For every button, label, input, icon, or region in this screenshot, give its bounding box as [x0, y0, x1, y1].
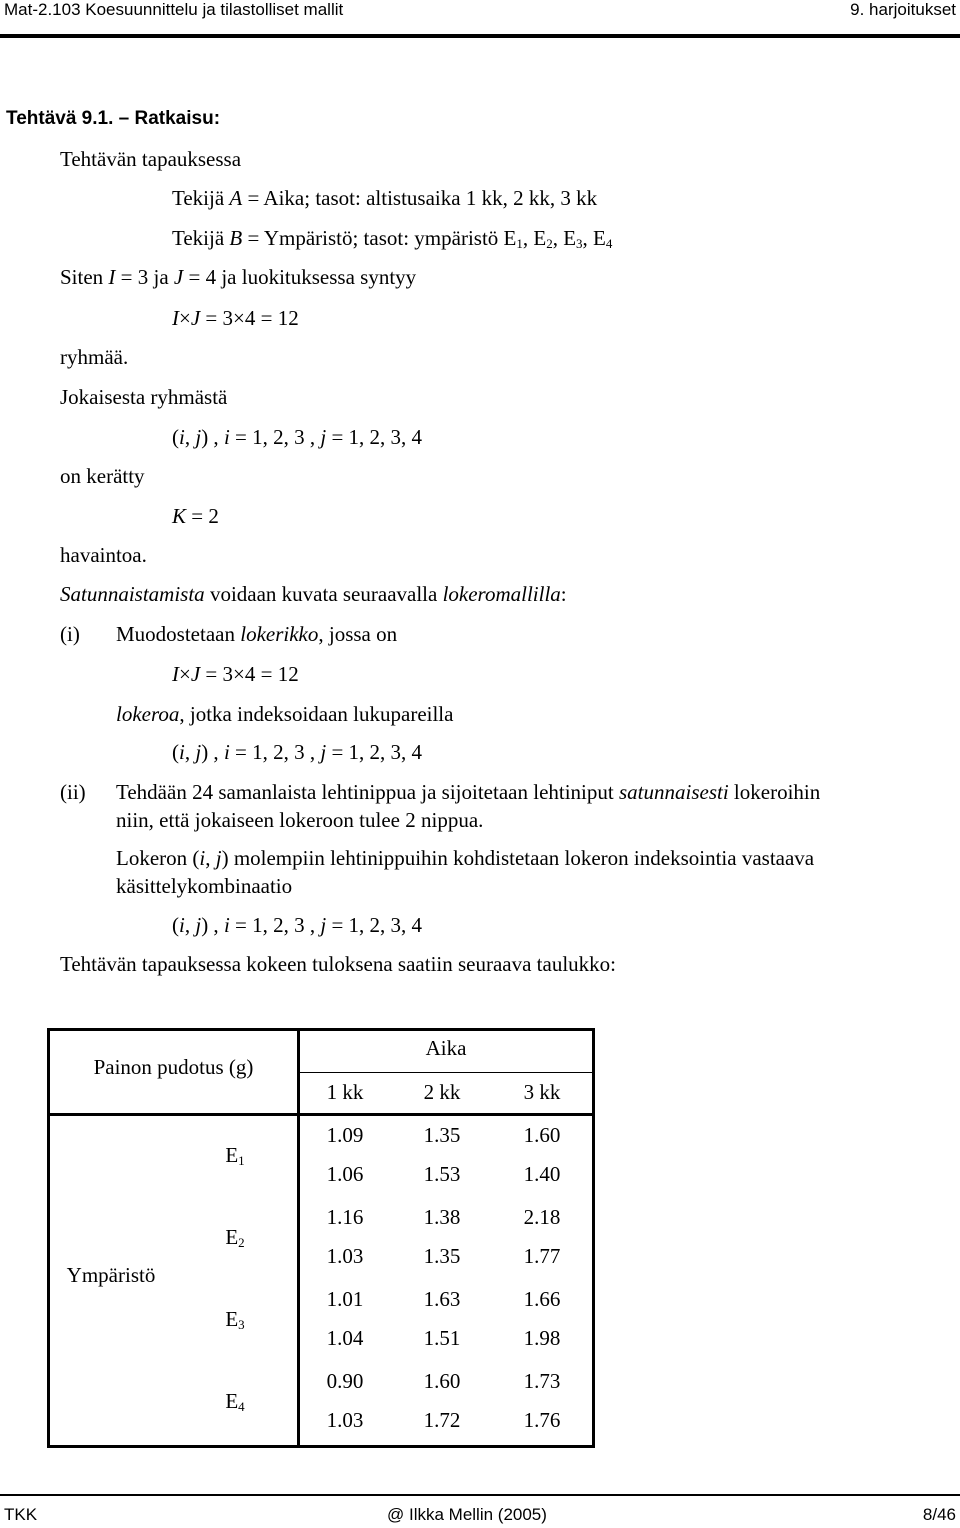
step2-lokeron-line2: käsittelykombinaatio [116, 874, 293, 898]
row-label-e4: $E_4$ [225, 1389, 245, 1414]
havaintoa-text: havaintoa. [60, 543, 147, 567]
step2-lokeron-line1: Lokeron (i, j) molempiin lehtinippuihin kohdistetaan lokeron indeksointia vastaava [116, 846, 815, 870]
table-cell: 1.35 [423, 1244, 461, 1268]
table-cell: 1.63 [423, 1287, 461, 1311]
table-cell: 1.40 [523, 1162, 561, 1186]
step2-text-line2: niin, että jokaiseen lokeroon tulee 2 nippua. [116, 808, 484, 832]
course-title: Mat-2.103 Koesuunnittelu ja tilastolliset mallit [4, 0, 344, 19]
step2-text: Tehdään 24 samanlaista lehtinippua ja sijoitetaan lehtiniput satunnaisesti lokeroihin [116, 780, 821, 804]
footer-author: @ Ilkka Mellin (2005) [387, 1505, 547, 1524]
footer-rule [0, 1494, 960, 1496]
col-header-3kk: 3 kk [523, 1080, 561, 1104]
page-number: 8/46 [922, 1505, 956, 1524]
index-formula: (i, j) , i = 1, 2, 3 , j = 1, 2, 3, 4 [172, 425, 423, 449]
step1-lokeroa-text: lokeroa, jotka indeksoidaan lukupareilla [116, 702, 454, 726]
step2-index-formula: (i, j) , i = 1, 2, 3 , j = 1, 2, 3, 4 [172, 913, 423, 937]
table-cell: 1.66 [523, 1287, 561, 1311]
table-cell: 1.51 [423, 1326, 461, 1350]
table-cell: 1.60 [523, 1123, 561, 1147]
ij-formula: I×J = 3×4 = 12 [172, 306, 299, 330]
factor-a-line: Tekijä A = Aika; tasot: altistusaika 1 kk, 2 kk, 3 kk [172, 186, 598, 210]
table-column-separator [297, 1028, 300, 1448]
table-cell: 1.38 [423, 1205, 461, 1229]
satunnaistaminen-line: Satunnaistamista voidaan kuvata seuraavalla lokeromallilla: [60, 582, 567, 606]
on-keratty-text: on kerätty [60, 464, 145, 488]
table-cell: 1.35 [423, 1123, 461, 1147]
col-header-2kk: 2 kk [423, 1080, 461, 1104]
table-cell: 1.03 [326, 1408, 364, 1432]
table-corner-label: Painon pudotus (g) [93, 1055, 254, 1079]
siten-line: Siten I = 3 ja J = 4 ja luokituksessa syntyy [60, 265, 417, 289]
table-bottom-border [47, 1445, 595, 1448]
table-left-border [47, 1028, 50, 1448]
header-rule [0, 34, 960, 38]
step1-text: Muodostetaan lokerikko, jossa on [116, 622, 398, 646]
row-group-label: Ympäristö [66, 1263, 156, 1287]
exercise-label: 9. harjoitukset [850, 0, 956, 19]
table-top-border [47, 1028, 595, 1031]
intro-text: Tehtävän tapauksessa [60, 147, 242, 171]
table-cell: 1.53 [423, 1162, 461, 1186]
table-cell: 1.76 [523, 1408, 561, 1432]
table-cell: 1.16 [326, 1205, 364, 1229]
step1-formula: I×J = 3×4 = 12 [172, 662, 299, 686]
table-cell: 1.01 [326, 1287, 364, 1311]
table-cell: 2.18 [523, 1205, 561, 1229]
factor-b-line: Tekijä B = Ympäristö; tasot: ympäristö $E_1$, $E_2$, $E_3$, $E_4$ [172, 226, 613, 251]
jokaisesta-text: Jokaisesta ryhmästä [60, 385, 228, 409]
step2-label: (ii) [60, 780, 86, 804]
row-label-e2: $E_2$ [225, 1225, 245, 1250]
table-cell: 1.98 [523, 1326, 561, 1350]
row-label-e3: $E_3$ [225, 1307, 245, 1332]
step1-label: (i) [60, 622, 80, 646]
table-cell: 1.60 [423, 1369, 461, 1393]
table-cell: 1.72 [423, 1408, 461, 1432]
table-cell: 1.06 [326, 1162, 364, 1186]
footer-left: TKK [4, 1505, 38, 1524]
table-cell: 1.73 [523, 1369, 561, 1393]
result-intro: Tehtävän tapauksessa kokeen tuloksena saatiin seuraava taulukko: [60, 952, 617, 976]
task-title: Tehtävä 9.1. – Ratkaisu: [6, 108, 221, 129]
row-label-e1: $E_1$ [225, 1143, 245, 1168]
col-header-1kk: 1 kk [326, 1080, 364, 1104]
table-cell: 1.09 [326, 1123, 364, 1147]
table-cell: 1.77 [523, 1244, 561, 1268]
table-cell: 0.90 [326, 1369, 364, 1393]
ryhmaa-text: ryhmää. [60, 345, 129, 369]
col-group-label: Aika [425, 1036, 467, 1060]
table-cell: 1.04 [326, 1326, 364, 1350]
step1-index-formula: (i, j) , i = 1, 2, 3 , j = 1, 2, 3, 4 [172, 740, 423, 764]
col-group-underline [297, 1072, 595, 1073]
table-right-border [592, 1028, 595, 1448]
table-cell: 1.03 [326, 1244, 364, 1268]
k-formula: K = 2 [172, 504, 219, 528]
table-header-separator [47, 1113, 595, 1116]
